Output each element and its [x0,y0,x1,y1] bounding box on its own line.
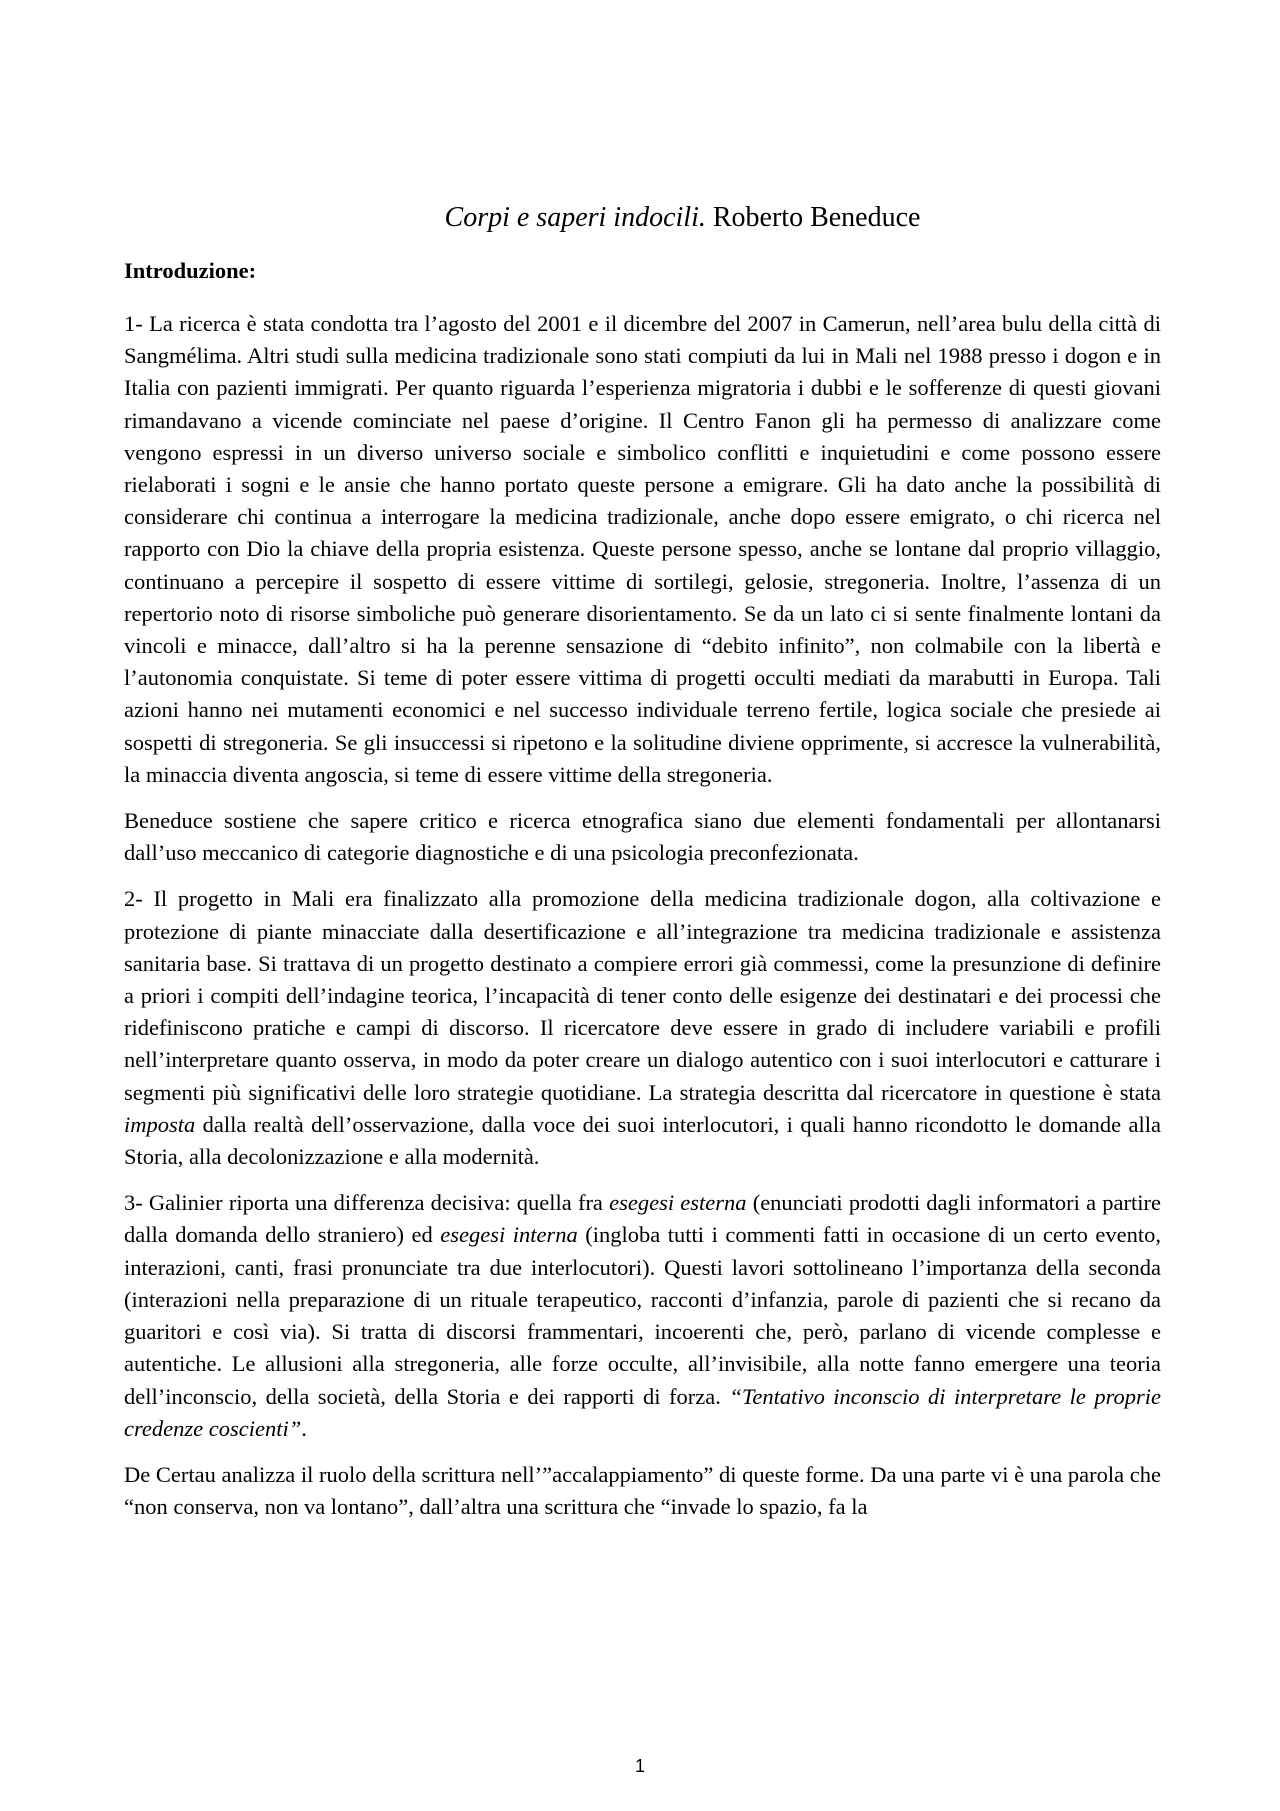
title-author: Roberto Beneduce [712,202,921,233]
paragraph-4-emphasis-1: esegesi esterna [609,1190,747,1216]
paragraph-4-emphasis-2: esegesi interna [440,1222,578,1248]
title-italic-part: Corpi e saperi indocili. [444,202,706,233]
paragraph-4-text-c: (ingloba tutti i commenti fatti in occasione di un certo evento, interazioni, canti, frasi pronunciate tra due interlocutori). Questi lavori sottolineano l’importanza della seconda (interazioni nella preparazione di un rituale terapeutico, racconti d’infanzia, parole di pazienti che si recano da guaritori e così via). Si tratta di discorsi frammentari, incoerenti che, però, parlano di vicende complesse e autentiche. Le allusioni alla stregoneria, alle forze occulte, all’invisibile, alla notte fanno emergere una teoria dell’inconscio, della società, della Storia e dei rapporti di forza. [124,1222,1161,1409]
paragraph-3 [124,883,1161,1173]
paragraph-5: De Certau analizza il ruolo della scrittura nell’”accalappiamento” di queste forme. Da una parte vi è una parola che “non conserva, non va lontano”, dall’altra una scrittura che “invade lo spazio, fa la [124,1461,1161,1520]
page-number: 1 [634,1756,645,1776]
paragraph-3-emphasis: imposta [124,1111,196,1137]
document-body [124,200,1161,1537]
document-title [124,200,1161,236]
paragraph-4-text-a: 3- Galinier riporta una differenza decisiva: quella fra [124,1190,610,1216]
paragraph-4-quote: “Tentativo inconscio di interpretare le proprie credenze coscienti” [124,1383,1161,1441]
section-heading-introduzione: Introduzione: [124,258,257,283]
paragraph-3-text-a: 2- Il progetto in Mali era finalizzato alla promozione della medicina tradizionale dogon, alla coltivazione e protezione di piante minacciate dalla desertificazione e all’integrazione tra medicina tradizionale e assistenza sanitaria base. Si trattava di un progetto destinato a compiere errori già commessi, come la presunzione di definire a priori i compiti dell’indagine teorica, l’incapacità di tener conto delle esigenze dei destinatari e dei processi che ridefiniscono pratiche e campi di discorso. Il ricercatore deve essere in grado di includere variabili e profili nell’interpretare quanto osserva, in modo da poter creare un dialogo autentico con i suoi interlocutori e catturare i segmenti più significativi delle loro strategie quotidiane. La strategia descritta dal ricercatore in questione è stata [124,886,1161,1105]
paragraph-3-text-b: dalla realtà dell’osservazione, dalla voce dei suoi interlocutori, i quali hanno ricondotto le domande alla Storia, alla decolonizzazione e alla modernità. [124,1111,1161,1170]
paragraph-4-text-d: . [301,1415,307,1441]
paragraph-4 [124,1187,1161,1445]
paragraph-2: Beneduce sostiene che sapere critico e ricerca etnografica siano due elementi fondamentali per allontanarsi dall’uso meccanico di categorie diagnostiche e di una psicologia preconfezionata. [124,808,1161,866]
paragraph-4-text-b: (enunciati prodotti dagli informatori a partire dalla domanda dello straniero) ed [124,1190,1161,1248]
paragraph-1: 1- La ricerca è stata condotta tra l’agosto del 2001 e il dicembre del 2007 in Camerun, nell’area bulu della città di Sangmélima. Altri studi sulla medicina tradizionale sono stati compiuti da lui in Mali nel 1988 presso i dogon e in Italia con pazienti immigrati. Per quanto riguarda l’esperienza migratoria i dubbi e le sofferenze di questi giovani rimandavano a vicende cominciate nel paese d’origine. Il Centro Fanon gli ha permesso di analizzare come vengono espressi in un diverso universo sociale e simbolico conflitti e inquietudini e come possono essere rielaborati i sogni e le ansie che hanno portato queste persone a emigrare. Gli ha dato anche la possibilità di considerare chi continua a interrogare la medicina tradizionale, anche dopo essere emigrato, o chi ricerca nel rapporto con Dio la chiave della propria esistenza. Queste persone spesso, anche se lontane dal proprio villaggio, continuano a percepire il sospetto di essere vittime di sortilegi, gelosie, stregoneria. Inoltre, l’assenza di un repertorio noto di risorse simboliche può generare disorientamento. Se da un lato ci si sente finalmente lontani da vincoli e minacce, dall’altro si ha la perenne sensazione di “debito infinito”, non colmabile con la libertà e l’autonomia conquistate. Si teme di poter essere vittima di progetti occulti mediati da marabutti in Europa. Tali azioni hanno nei mutamenti economici e nel successo individuale terreno fertile, logica sociale che presiede ai sospetti di stregoneria. Se gli insuccessi si ripetono e la solitudine diviene opprimente, si accresce la vulnerabilità, la minaccia diventa angoscia, si teme di essere vittime della stregoneria. [124,311,1161,787]
